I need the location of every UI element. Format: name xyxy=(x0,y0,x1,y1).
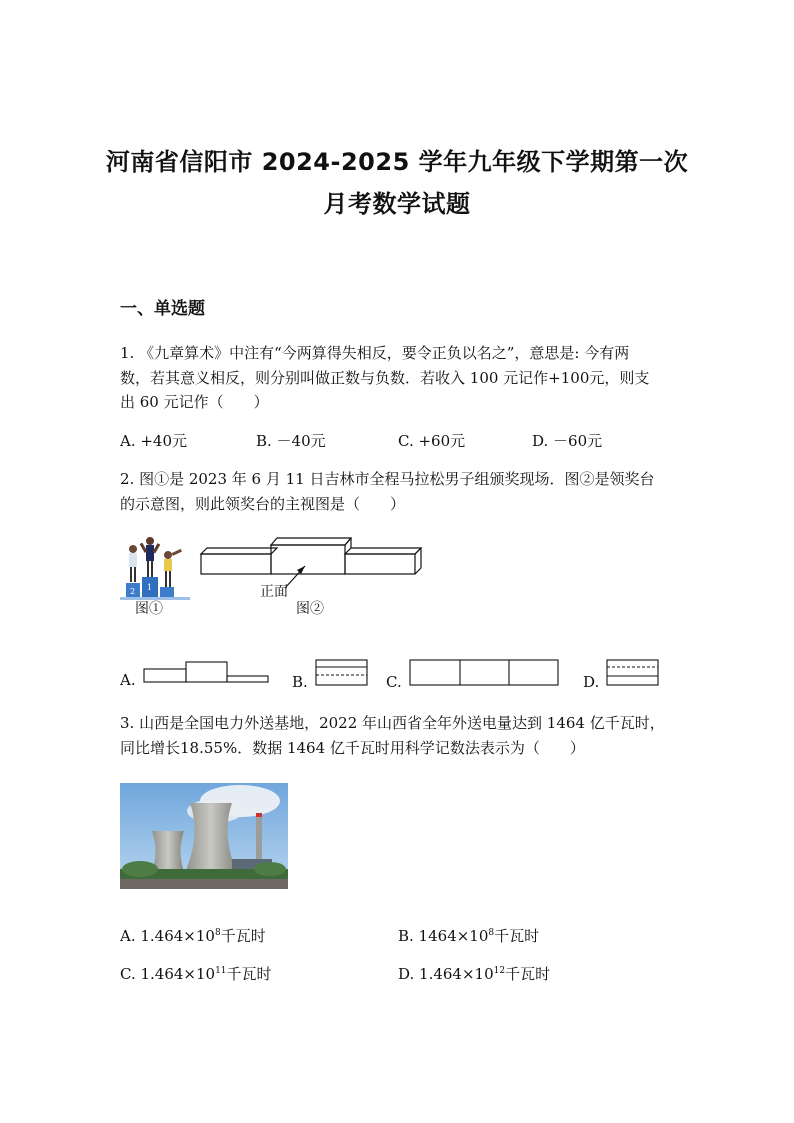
q3-option-c-exponent: 11 xyxy=(215,966,227,976)
q1-text-line-3: 出 60 元记作（ ） xyxy=(120,393,269,411)
q1-option-c: C. +60元 xyxy=(398,432,466,450)
q1-option-d: D. －60元 xyxy=(532,432,603,450)
page-title-line-1: 河南省信阳市 2024-2025 学年九年级下学期第一次 xyxy=(105,148,689,176)
award-ceremony-photo xyxy=(120,535,190,600)
q3-text-line-2: 同比增长18.55%．数据 1464 亿千瓦时用科学记数法表示为（ ） xyxy=(120,739,585,757)
q3-option-b-unit: 千瓦时 xyxy=(494,927,540,945)
q3-option-d-prefix: D. 1.464×10 xyxy=(398,965,494,983)
q3-option-d-exponent: 12 xyxy=(493,966,506,976)
q2-option-a: A. xyxy=(120,671,136,689)
q2-option-b: B. xyxy=(292,673,308,691)
q1-option-a: A. +40元 xyxy=(120,432,188,450)
podium-schematic xyxy=(195,530,435,600)
option-a-front-view xyxy=(143,661,271,685)
left-block-top xyxy=(201,548,277,554)
q1-text-line-1: 1. 《九章算术》中注有“今两算得失相反，要令正负以名之”，意思是: 今有两 xyxy=(120,344,630,362)
q3-option-b xyxy=(398,925,539,946)
right-block-top xyxy=(345,548,421,554)
q3-option-b-prefix: B. 1464×10 xyxy=(398,927,489,945)
q3-option-d-unit: 千瓦时 xyxy=(505,965,551,983)
q3-option-d xyxy=(398,963,550,984)
svg-text:2: 2 xyxy=(130,587,136,596)
section-heading: 一、单选题 xyxy=(120,299,205,319)
q3-option-a-exponent: 8 xyxy=(214,928,221,938)
page-title-line-2: 月考数学试题 xyxy=(323,190,471,218)
q3-option-a-prefix: A. 1.464×10 xyxy=(120,927,215,945)
option-c-view xyxy=(409,659,561,687)
q3-option-c-unit: 千瓦时 xyxy=(226,965,272,983)
q2-text-line-1: 2. 图①是 2023 年 6 月 11 日吉林市全程马拉松男子组颁奖现场．图②是领奖台 xyxy=(120,470,655,488)
q3-option-a xyxy=(120,925,266,946)
figure-2-label: 图② xyxy=(296,601,324,617)
q3-option-c-prefix: C. 1.464×10 xyxy=(120,965,216,983)
figure-1-label: 图① xyxy=(135,601,163,617)
q3-option-a-unit: 千瓦时 xyxy=(220,927,266,945)
q3-option-b-exponent: 8 xyxy=(488,928,495,938)
middle-block-top xyxy=(271,538,351,545)
left-block-front xyxy=(201,554,271,574)
power-plant-photo xyxy=(120,783,288,889)
q2-text-line-2: 的示意图，则此领奖台的主视图是（ ） xyxy=(120,495,406,513)
middle-block-front xyxy=(271,545,345,574)
q3-option-c xyxy=(120,963,272,984)
front-label: 正面 xyxy=(260,584,288,600)
svg-text:1: 1 xyxy=(147,583,153,592)
q1-text-line-2: 数，若其意义相反，则分别叫做正数与负数．若收入 100 元记作+100元，则支 xyxy=(120,369,650,387)
q2-option-c: C. xyxy=(386,673,402,691)
q2-option-d: D. xyxy=(583,673,600,691)
q1-option-b: B. －40元 xyxy=(256,432,326,450)
option-b-top-view xyxy=(315,659,369,687)
option-d-view xyxy=(606,659,660,687)
q3-text-line-1: 3. 山西是全国电力外送基地，2022 年山西省全年外送电量达到 1464 亿千瓦时， xyxy=(120,714,665,732)
podium-block-3 xyxy=(160,587,174,597)
right-block-front xyxy=(345,554,415,574)
